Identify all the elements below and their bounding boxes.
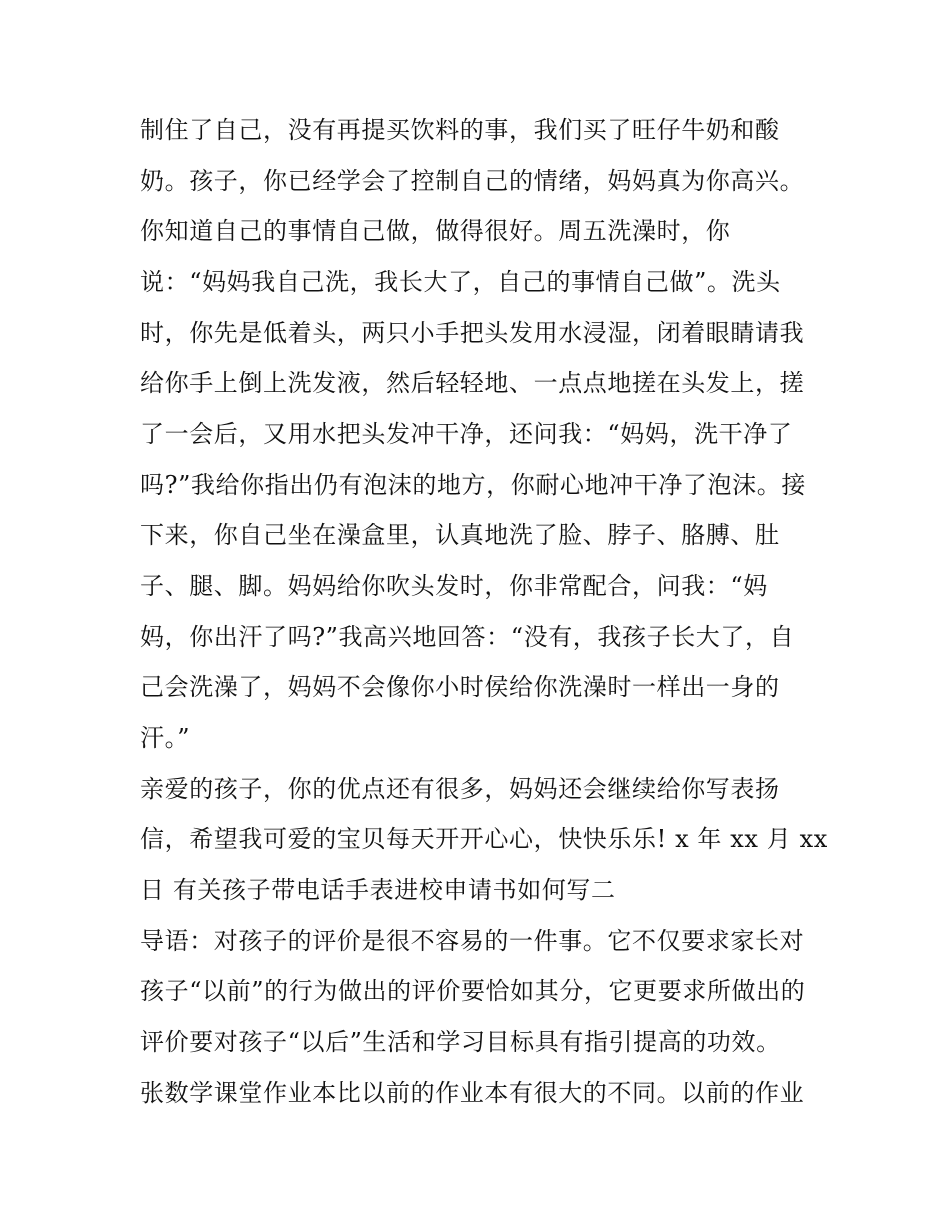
text-line-12: 己会洗澡了，妈妈不会像你小时侯给你洗澡时一样出一身的 [140, 673, 780, 701]
text-line-10: 子、腿、脚。妈妈给你吹头发时，你非常配合，问我：“妈 [140, 572, 768, 600]
text-line-11: 妈，你出汗了吗?”我高兴地回答：“没有，我孩子长大了，自 [140, 623, 795, 651]
text-line-6: 给你手上倒上洗发液，然后轻轻地、一点点地搓在头发上，搓 [140, 369, 805, 397]
text-line-17: 导语：对孩子的评价是很不容易的一件事。它不仅要求家长对 [140, 927, 805, 955]
text-line-4: 说：“妈妈我自己洗，我长大了，自己的事情自己做”。洗头 [140, 268, 781, 296]
text-line-7: 了一会后，又用水把头发冲干净，还问我：“妈妈，洗干净了 [140, 420, 793, 448]
text-line-5: 时，你先是低着头，两只小手把头发用水浸湿，闭着眼睛请我 [140, 319, 805, 347]
text-line-20: 张数学课堂作业本比以前的作业本有很大的不同。以前的作业 [140, 1079, 805, 1107]
text-line-3: 你知道自己的事情自己做，做得很好。周五洗澡时，你 [140, 217, 731, 245]
text-line-15: 信，希望我可爱的宝贝每天开开心心，快快乐乐! x 年 xx 月 xx [140, 825, 828, 853]
text-line-13: 汗。” [140, 724, 191, 752]
text-line-18: 孩子“以前”的行为做出的评价要恰如其分，它更要求所做出的 [140, 977, 806, 1005]
text-line-14: 亲爱的孩子，你的优点还有很多，妈妈还会继续给你写表扬 [140, 775, 780, 803]
text-line-19: 评价要对孩子“以后”生活和学习目标具有指引提高的功效。 [140, 1028, 781, 1056]
text-line-16: 日 有关孩子带电话手表进校申请书如何写二 [140, 876, 616, 904]
text-line-1: 制住了自己，没有再提买饮料的事，我们买了旺仔牛奶和酸 [140, 116, 780, 144]
text-line-8: 吗?”我给你指出仍有泡沫的地方，你耐心地冲干净了泡沫。接 [140, 471, 806, 499]
text-line-9: 下来，你自己坐在澡盒里，认真地洗了脸、脖子、胳膊、肚 [140, 521, 780, 549]
text-line-2: 奶。孩子，你已经学会了控制自己的情绪，妈妈真为你高兴。 [140, 167, 805, 195]
